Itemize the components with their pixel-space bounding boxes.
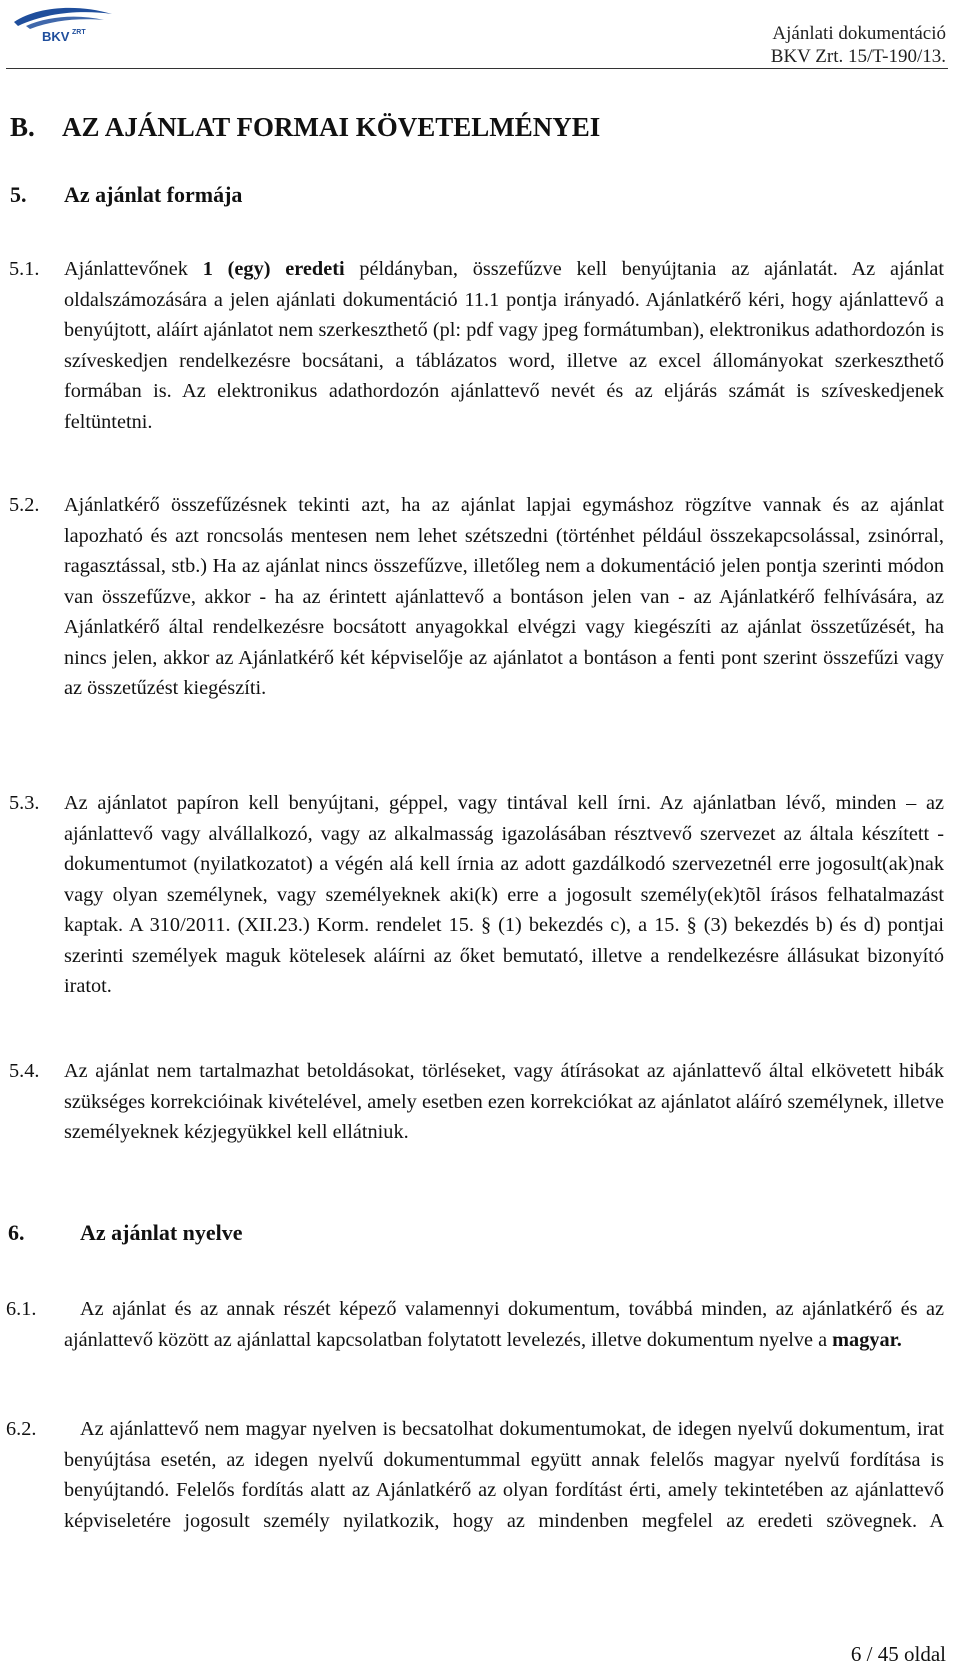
- logo-text: BKV: [42, 29, 70, 44]
- paragraph-6-1-bold: magyar.: [832, 1328, 902, 1351]
- paragraph-5-3-label: 5.3.: [9, 792, 40, 814]
- paragraph-5-2-label: 5.2.: [9, 494, 40, 516]
- paragraph-6-2-label: 6.2.: [6, 1418, 37, 1440]
- paragraph-5-1-text-a: Ajánlattevőnek: [64, 258, 203, 280]
- paragraph-5-1-label: 5.1.: [9, 258, 40, 280]
- section-6-heading: [8, 1220, 243, 1246]
- section-5-number: 5.: [10, 182, 27, 207]
- paragraph-5-1-text-b: példányban, összefűzve kell benyújtania az ajánlatát. Az ajánlat oldalszámozására a jelen ajánlati dokumentáció 11.1 pontja irányadó. Ajánlatkérő kéri, hogy ajánlattevő a benyújtott, aláírt ajánlatot nem szerkeszthető (pl: pdf vagy jpeg formátumban), elektronikus adathordozón is szíveskedjen rendelkezésre bocsátani, a táblázatos word, illetve az excel állományokat szerkeszthető formában is. Az elektronikus adathordozón ajánlattevő nevét és az eljárás számát is szíveskedjenek feltüntetni.: [64, 258, 944, 433]
- paragraph-5-1: [9, 254, 944, 437]
- paragraph-5-4-text: Az ajánlat nem tartalmazhat betoldásokat, törléseket, vagy átírásokat az ajánlattevő által elkövetett hibák szükséges korrekcióinak kivételével, amely esetben ezen korrekciókat az ajánlatot aláíró személynek, illetve személyeknek kézjegyükkel kell ellátniuk.: [64, 1060, 944, 1143]
- paragraph-6-2: [6, 1414, 944, 1536]
- section-6-number: 6.: [8, 1220, 25, 1245]
- paragraph-5-3: [9, 788, 944, 1002]
- paragraph-5-2: [9, 490, 944, 704]
- paragraph-6-1: [6, 1294, 944, 1355]
- bkv-logo-icon: [8, 4, 120, 44]
- bkv-logo: [8, 4, 120, 44]
- page-number: 6 / 45 oldal: [850, 1642, 946, 1666]
- section-5-title: Az ajánlat formája: [64, 182, 243, 207]
- paragraph-5-1-bold: 1 (egy) eredeti: [202, 258, 345, 280]
- section-5-heading: [10, 182, 242, 208]
- header-doc-title: Ajánlati dokumentáció: [772, 23, 946, 44]
- section-b-number: B.: [10, 112, 35, 142]
- paragraph-5-2-text: Ajánlatkérő összefűzésnek tekinti azt, ha az ajánlat lapjai egymáshoz rögzítve vannak és az ajánlat lapozható és azt roncsolás mentesen nem lehet szétszedni (történhet például összekapcsolással, zsinórral, ragasztással, stb.) Ha az ajánlat nincs összefűzve, illetőleg nem a dokumentáció jelen pontja szerinti módon van összefűzve, akkor - ha az érintett ajánlattevő a bontáson jelen van - az Ajánlatkérő felhívására, az Ajánlatkérő által rendelkezésre bocsátott anyagokkal elvégzi vagy kiegészíti az ajánlat összetűzését, ha nincs jelen, akkor az Ajánlatkérő két képviselője az ajánlatot a bontáson a fenti pont szerint összefűzi vagy az összetűzést kiegészíti.: [64, 494, 944, 699]
- header-divider: [6, 68, 948, 69]
- logo-sup: ZRT: [72, 29, 86, 36]
- paragraph-5-4: [9, 1056, 944, 1148]
- paragraph-6-1-label: 6.1.: [6, 1298, 37, 1320]
- header-doc-info: [771, 22, 946, 68]
- header-doc-ref: BKV Zrt. 15/T-190/13.: [770, 46, 946, 67]
- paragraph-6-2-text: Az ajánlattevő nem magyar nyelven is becsatolhat dokumentumokat, de idegen nyelvű dokumentum, irat benyújtása esetén, az idegen nyelvű dokumentummal együtt annak felelős magyar nyelvű fordítása is benyújtandó. Felelős fordítás alatt az Ajánlatkérő az olyan fordítást érti, amely tekintetében az ajánlattevő képviseletére jogosult személy nyilatkozik, hogy az mindenben megfelel az eredeti szövegnek. A: [64, 1418, 944, 1532]
- page-header: [0, 0, 960, 67]
- section-b-heading: [10, 112, 600, 143]
- section-6-title: Az ajánlat nyelve: [80, 1220, 243, 1245]
- paragraph-5-4-label: 5.4.: [9, 1060, 40, 1082]
- section-b-title: AZ AJÁNLAT FORMAI KÖVETELMÉNYEI: [62, 112, 601, 142]
- paragraph-6-1-text: Az ajánlat és az annak részét képező valamennyi dokumentum, továbbá minden, az ajánlatkérő és az ajánlattevő között az ajánlattal kapcsolatban folytatott levelezés, illetve dokumentum nyelve a: [64, 1298, 944, 1351]
- paragraph-5-3-text: Az ajánlatot papíron kell benyújtani, géppel, vagy tintával kell írni. Az ajánlatban lévő, minden – az ajánlattevő vagy alvállalkozó, vagy az alkalmasság igazolásában résztvevő szervezet az általa készített - dokumentumot (nyilatkozatot) a végén alá kell írnia az adott gazdálkodó szervezetnél erre jogosult(ak)nak vagy olyan személynek, vagy személyeknek aki(k) erre a jogosult személy(ek)tõl írásos felhatalmazást kaptak. A 310/2011. (XII.23.) Korm. rendelet 15. § (1) bekezdés c), a 15. § (3) bekezdés b) és d) pontjai szerinti személyek maguk kötelesek aláírni az őket bemutató, illetve a rendelkezésre állásukat bizonyító iratot.: [64, 792, 944, 997]
